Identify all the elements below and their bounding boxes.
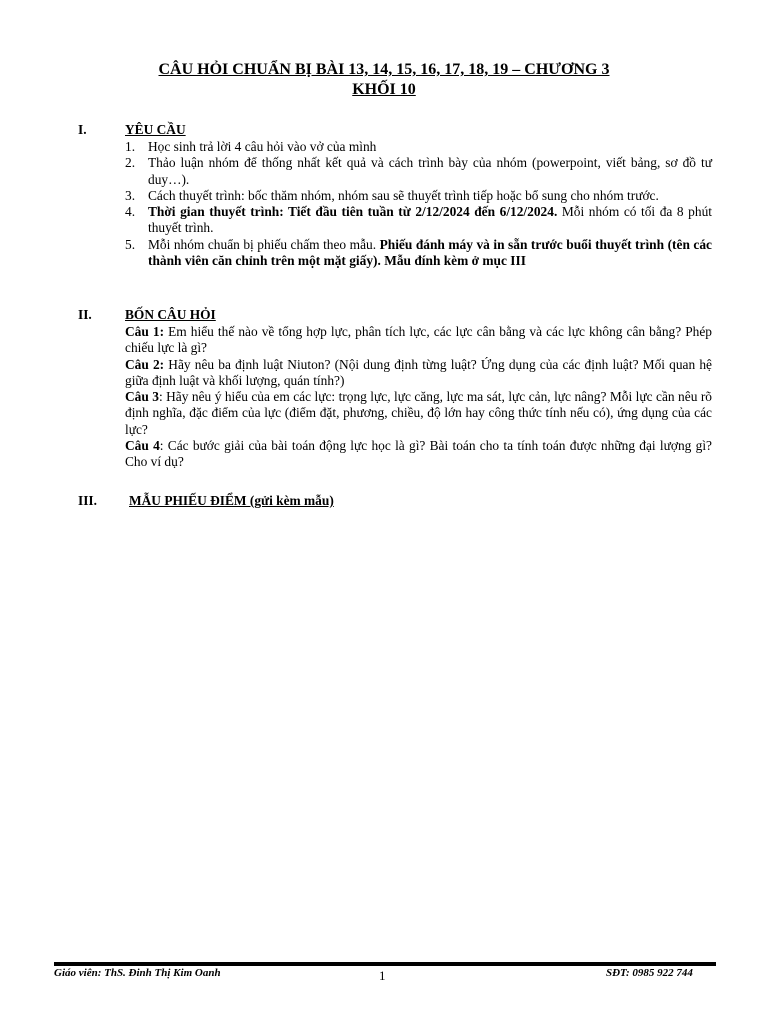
list-item-number: 5. xyxy=(125,236,136,252)
footer-phone: SĐT: 0985 922 744 xyxy=(606,967,693,979)
question-1 xyxy=(125,324,712,357)
question-text: Hãy nêu ba định luật Niuton? (Nội dung định từng luật? Ứng dụng của các định luật? Mối quan hệ giữa định luật và khối lượng, quán tính?) xyxy=(125,356,712,388)
section-2-heading: BỐN CÂU HỎI xyxy=(125,307,216,322)
question-3 xyxy=(125,389,712,438)
list-item-bold-text: Thời gian thuyết trình: Tiết đầu tiên tuần từ 2/12/2024 đến 6/12/2024. xyxy=(148,204,558,220)
section-1-heading: YÊU CẦU xyxy=(125,122,186,137)
list-item-number: 1. xyxy=(125,139,136,154)
question-label: Câu 4 xyxy=(125,438,160,454)
questions-block xyxy=(125,324,712,471)
list-item xyxy=(125,188,712,204)
question-label: Câu 3 xyxy=(125,389,159,405)
title-line-2: KHỐI 10 xyxy=(352,81,416,98)
list-item-number: 3. xyxy=(125,187,136,203)
question-label: Câu 1: xyxy=(125,324,165,339)
list-item-text: Mỗi nhóm chuẩn bị phiếu chấm theo mẫu. xyxy=(148,236,380,252)
section-2-number: II. xyxy=(78,307,92,322)
list-item-text: Mỗi nhóm có tối đa 8 phút thuyết trình. xyxy=(148,204,712,236)
question-2 xyxy=(125,357,712,390)
list-item-text: Học sinh trả lời 4 câu hỏi vào vở của mình xyxy=(148,139,377,154)
list-item-bold-text: Phiếu đánh máy và in sẵn trước buổi thuyết trình (tên các thành viên căn chỉnh trên một mặt giấy). Mẫu đính kèm ở mục III xyxy=(148,236,712,269)
requirements-list xyxy=(125,139,712,269)
list-item-number: 2. xyxy=(125,155,136,171)
list-item-number: 4. xyxy=(125,204,136,220)
list-item xyxy=(125,237,712,270)
question-label: Câu 2: xyxy=(125,356,165,372)
list-item xyxy=(125,155,712,188)
page-number: 1 xyxy=(379,968,386,983)
list-item xyxy=(125,204,712,237)
question-text: : Các bước giải của bài toán động lực học là gì? Bài toán cho ta tính toán được những đại lượng gì? Cho ví dụ? xyxy=(125,438,712,470)
document-title xyxy=(0,60,768,100)
list-item-text: Thảo luận nhóm để thống nhất kết quả và cách trình bày của nhóm (powerpoint, viết bảng, sơ đồ tư duy…). xyxy=(148,155,712,187)
question-text: Em hiểu thế nào về tổng hợp lực, phân tích lực, các lực cân bằng và các lực không cân bằng? Phép chiếu lực là gì? xyxy=(125,324,712,356)
section-3-heading: MẪU PHIẾU ĐIỂM (gửi kèm mẫu) xyxy=(129,493,334,508)
footer-divider xyxy=(54,962,716,966)
list-item-text: Cách thuyết trình: bốc thăm nhóm, nhóm sau sẽ thuyết trình tiếp hoặc bổ sung cho nhóm trước. xyxy=(148,187,659,203)
footer-teacher: Giáo viên: ThS. Đinh Thị Kim Oanh xyxy=(54,967,221,979)
title-line-1: CÂU HỎI CHUẨN BỊ BÀI 13, 14, 15, 16, 17, 18, 19 – CHƯƠNG 3 xyxy=(158,61,610,78)
section-3-number: III. xyxy=(78,493,97,508)
question-4 xyxy=(125,438,712,471)
section-1-number: I. xyxy=(78,122,87,137)
list-item xyxy=(125,139,712,155)
question-text: : Hãy nêu ý hiểu của em các lực: trọng lực, lực căng, lực ma sát, lực cản, lực nâng? Mỗi lực cần nêu rõ định nghĩa, đặc điểm của lực (điểm đặt, phương, chiều, độ lớn hay công thức tính nếu có), ứng dụng của các lực? xyxy=(125,389,713,437)
